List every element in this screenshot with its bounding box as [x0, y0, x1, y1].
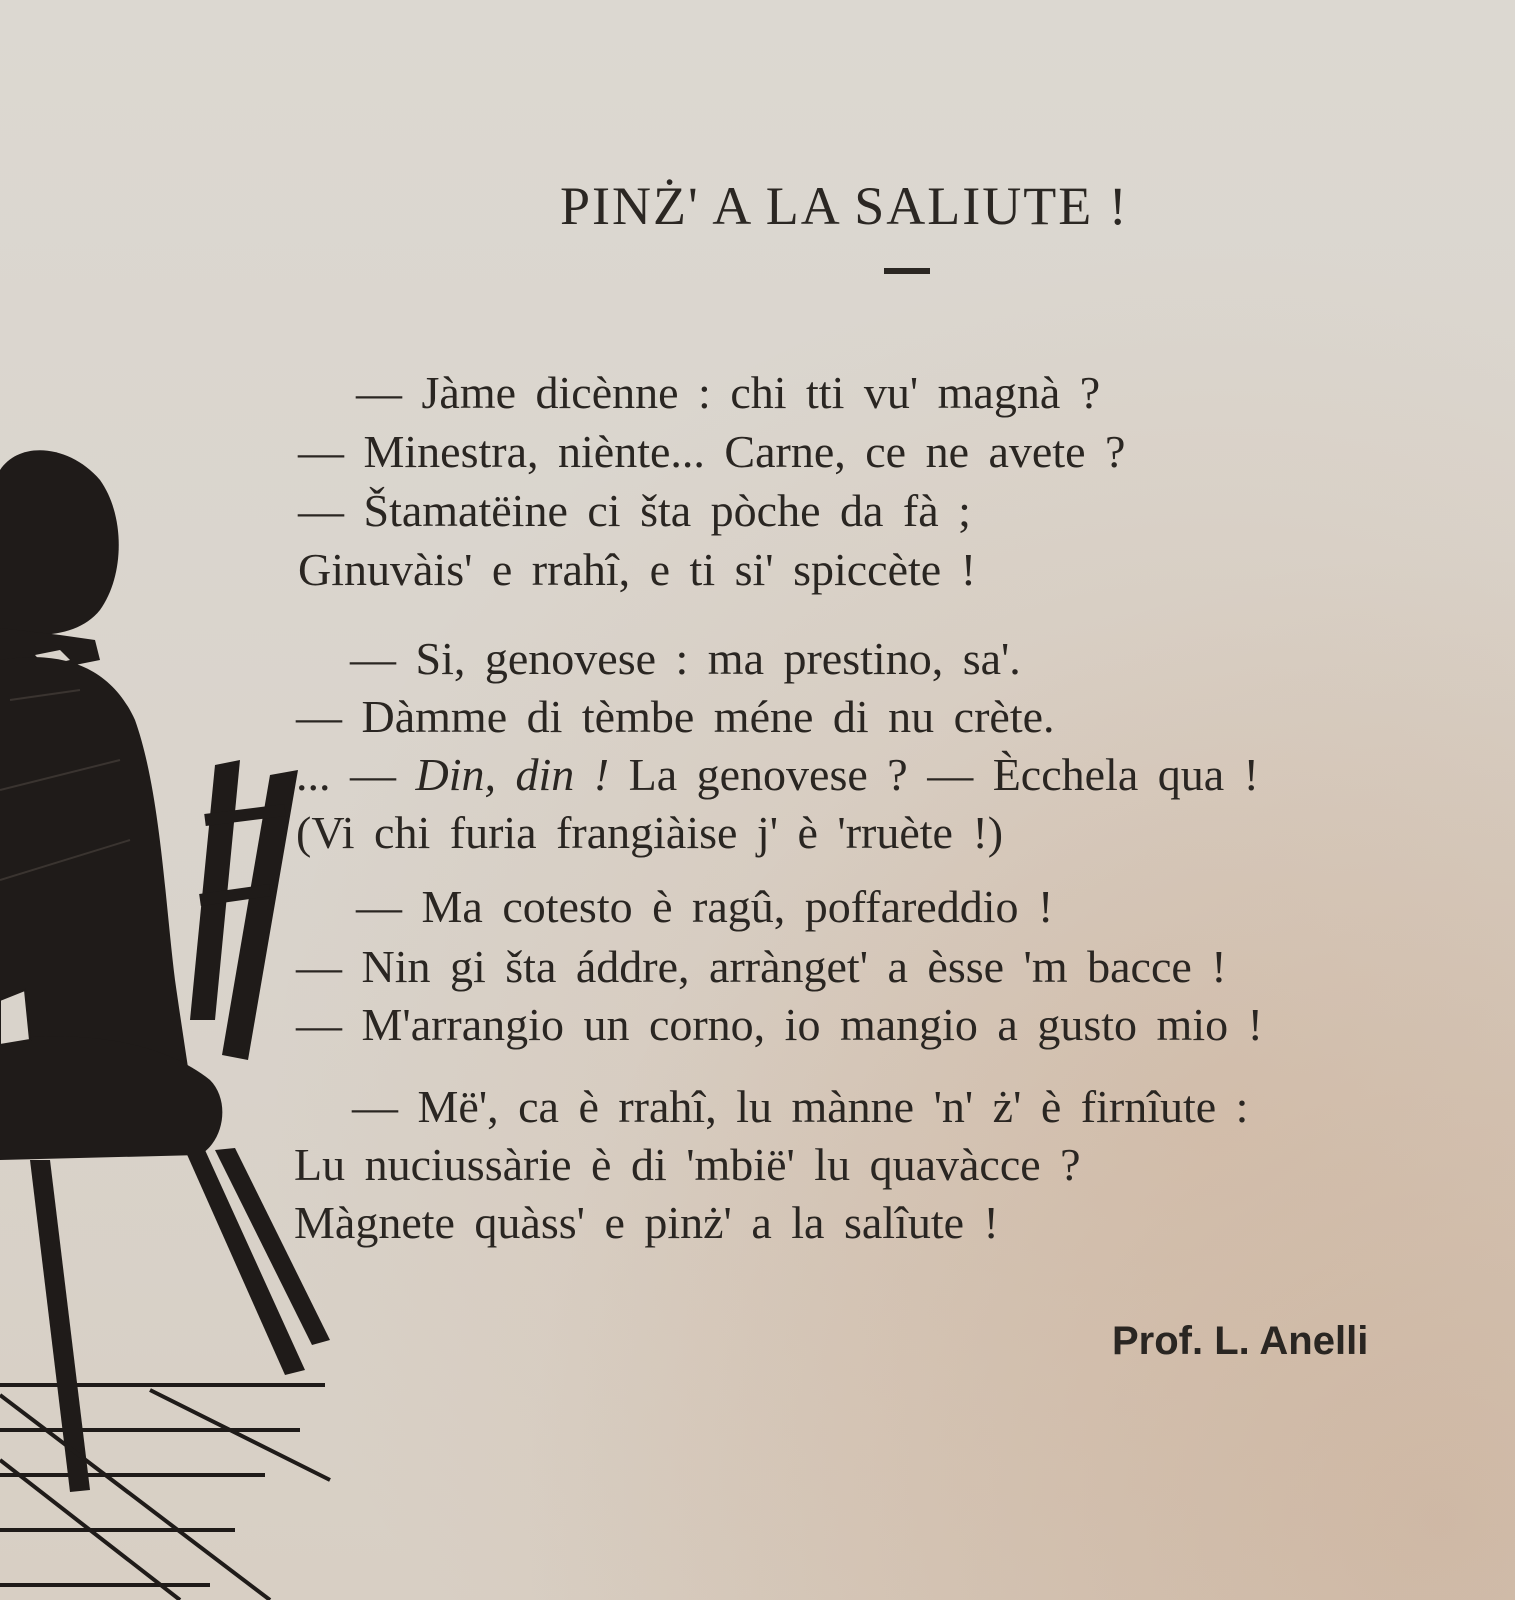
poem-line: — Ma cotesto è ragû, poffareddio ! — [356, 881, 1054, 932]
poem-line: — Minestra, niènte... Carne, ce ne avete ? — [298, 426, 1126, 477]
poem-line: — Dàmme di tèmbe méne di nu crète. — [296, 691, 1055, 742]
poem-line: — Jàme dicènne : chi tti vu' magnà ? — [356, 367, 1101, 418]
poem-line: Ginuvàis' e rrahî, e ti si' spiccète ! — [298, 544, 977, 595]
line-prefix: ... — — [296, 749, 416, 800]
poem-line: — Më', ca è rrahî, lu mànne 'n' ż' è firnîute : — [352, 1081, 1249, 1132]
poem-line: (Vi chi furia frangiàise j' è 'rruète !) — [296, 807, 1004, 858]
italic-phrase: Din, din ! — [415, 749, 610, 800]
seated-man-silhouette-icon — [0, 0, 340, 1600]
poem-line: — Si, genovese : ma prestino, sa'. — [350, 633, 1021, 684]
poem-line-italic — [296, 748, 1259, 802]
poem-line: Màgnete quàss' e pinż' a la salîute ! — [294, 1197, 999, 1248]
author-signature: Prof. L. Anelli — [1112, 1319, 1369, 1363]
poem-line: — M'arrangio un corno, io mangio a gusto mio ! — [296, 999, 1263, 1050]
title-divider — [884, 268, 930, 274]
poem-line: — Nin gi šta áddre, arrànget' a èsse 'm bacce ! — [296, 941, 1227, 992]
poem-line: — Štamatëine ci šta pòche da fà ; — [298, 485, 971, 536]
line-rest: La genovese ? — Ècchela qua ! — [609, 749, 1259, 800]
page-title: PINŻ' A LA SALIUTE ! — [560, 176, 1129, 236]
poem-line: Lu nuciussàrie è di 'mbië' lu quavàcce ? — [294, 1139, 1081, 1190]
